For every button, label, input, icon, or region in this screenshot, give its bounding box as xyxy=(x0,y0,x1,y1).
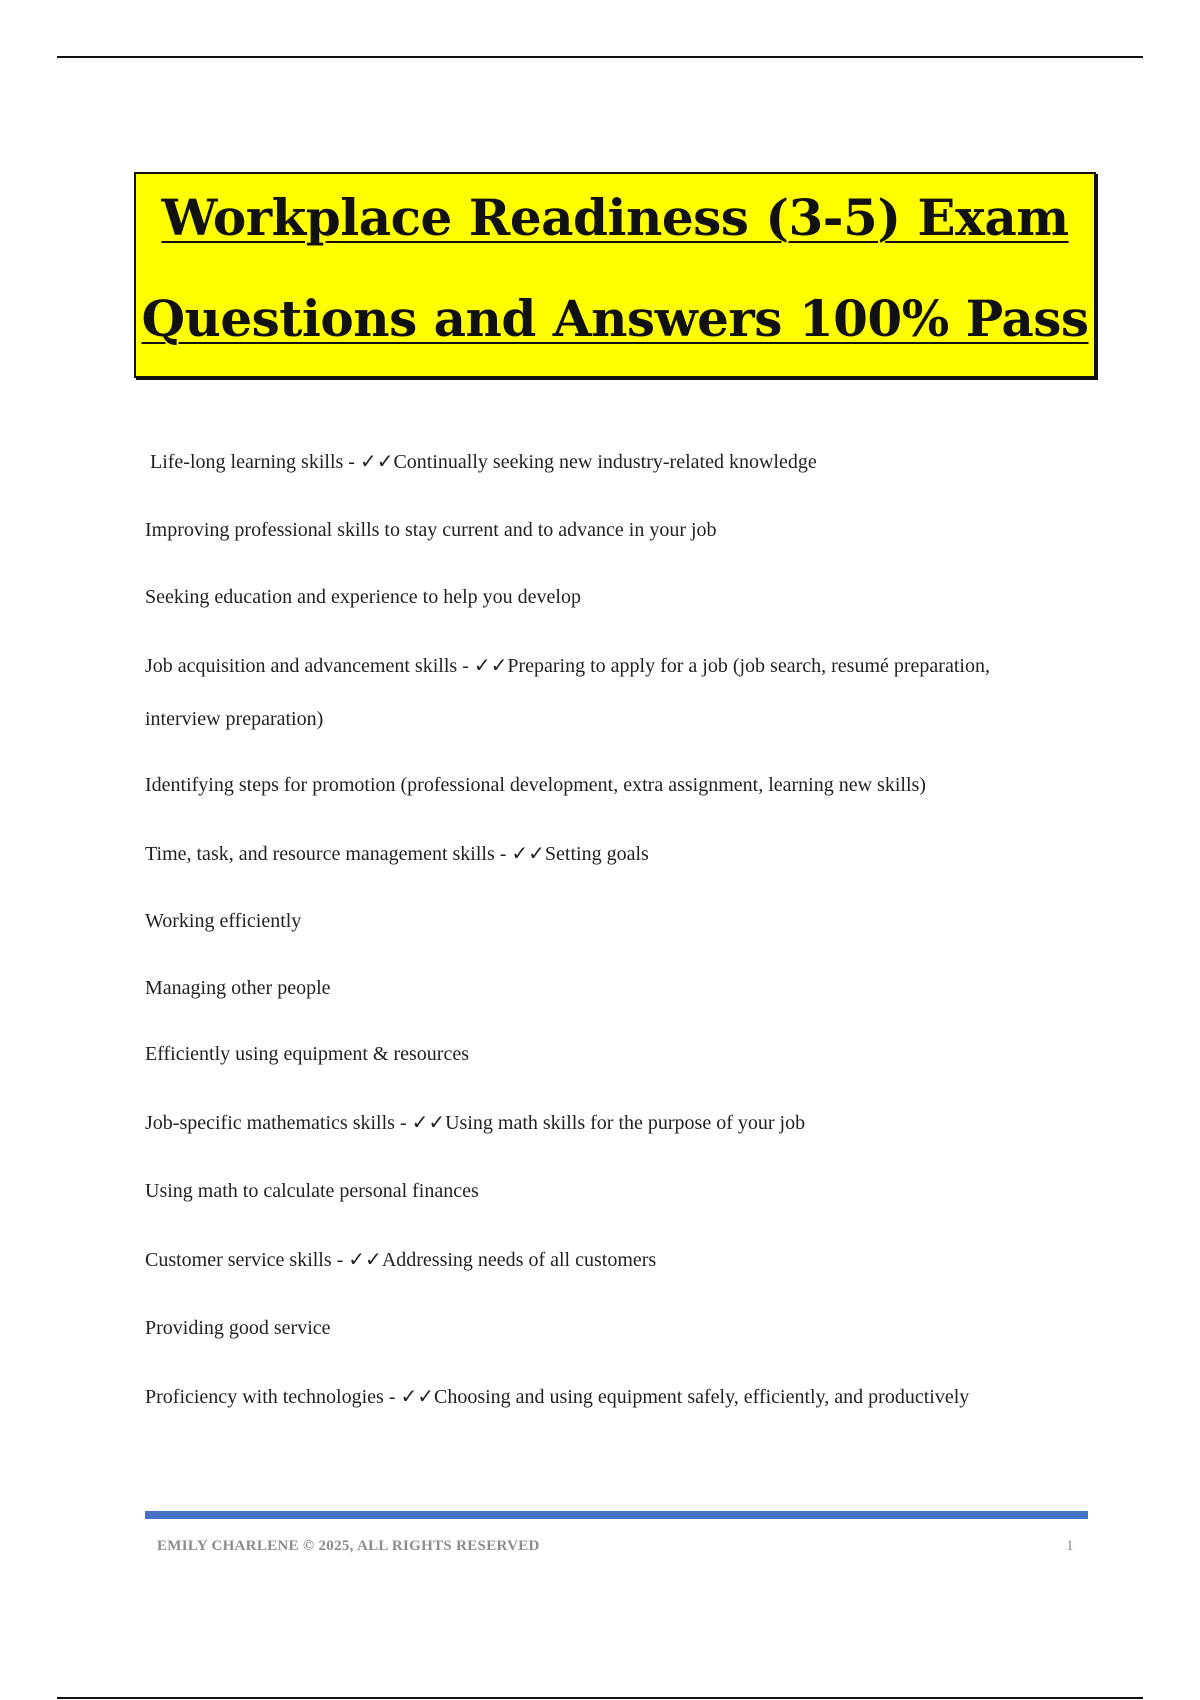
body-line: Time, task, and resource management skills - ✓✓Setting goals xyxy=(145,843,649,865)
body-line: interview preparation) xyxy=(145,708,324,730)
body-line: Providing good service xyxy=(145,1317,331,1339)
bottom-rule xyxy=(57,1697,1143,1699)
body-line: Using math to calculate personal finances xyxy=(145,1180,479,1202)
body-line: Efficiently using equipment & resources xyxy=(145,1043,469,1065)
body-line: Life-long learning skills - ✓✓Continually seeking new industry-related knowledge xyxy=(150,451,817,473)
title-banner xyxy=(134,172,1096,378)
footer-accent-bar xyxy=(145,1511,1088,1519)
body-line: Proficiency with technologies - ✓✓Choosing and using equipment safely, efficiently, and productively xyxy=(145,1386,970,1408)
body-line: Job-specific mathematics skills - ✓✓Using math skills for the purpose of your job xyxy=(145,1112,806,1134)
title-line-1: Workplace Readiness (3-5) Exam xyxy=(161,188,1069,247)
body-line: Working efficiently xyxy=(145,910,302,932)
footer-copyright: EMILY CHARLENE © 2025, ALL RIGHTS RESERVED xyxy=(157,1538,540,1554)
body-line: Job acquisition and advancement skills - ✓✓Preparing to apply for a job (job search, resumé preparation, xyxy=(145,655,990,677)
page-number: 1 xyxy=(1066,1538,1074,1554)
body-line: Improving professional skills to stay current and to advance in your job xyxy=(145,519,717,541)
body-line: Managing other people xyxy=(145,977,331,999)
body-line: Identifying steps for promotion (professional development, extra assignment, learning new skills) xyxy=(145,774,926,796)
top-rule xyxy=(57,56,1143,58)
body-line: Customer service skills - ✓✓Addressing needs of all customers xyxy=(145,1249,657,1271)
body-line: Seeking education and experience to help you develop xyxy=(145,586,581,608)
title-line-2: Questions and Answers 100% Pass xyxy=(141,289,1089,348)
